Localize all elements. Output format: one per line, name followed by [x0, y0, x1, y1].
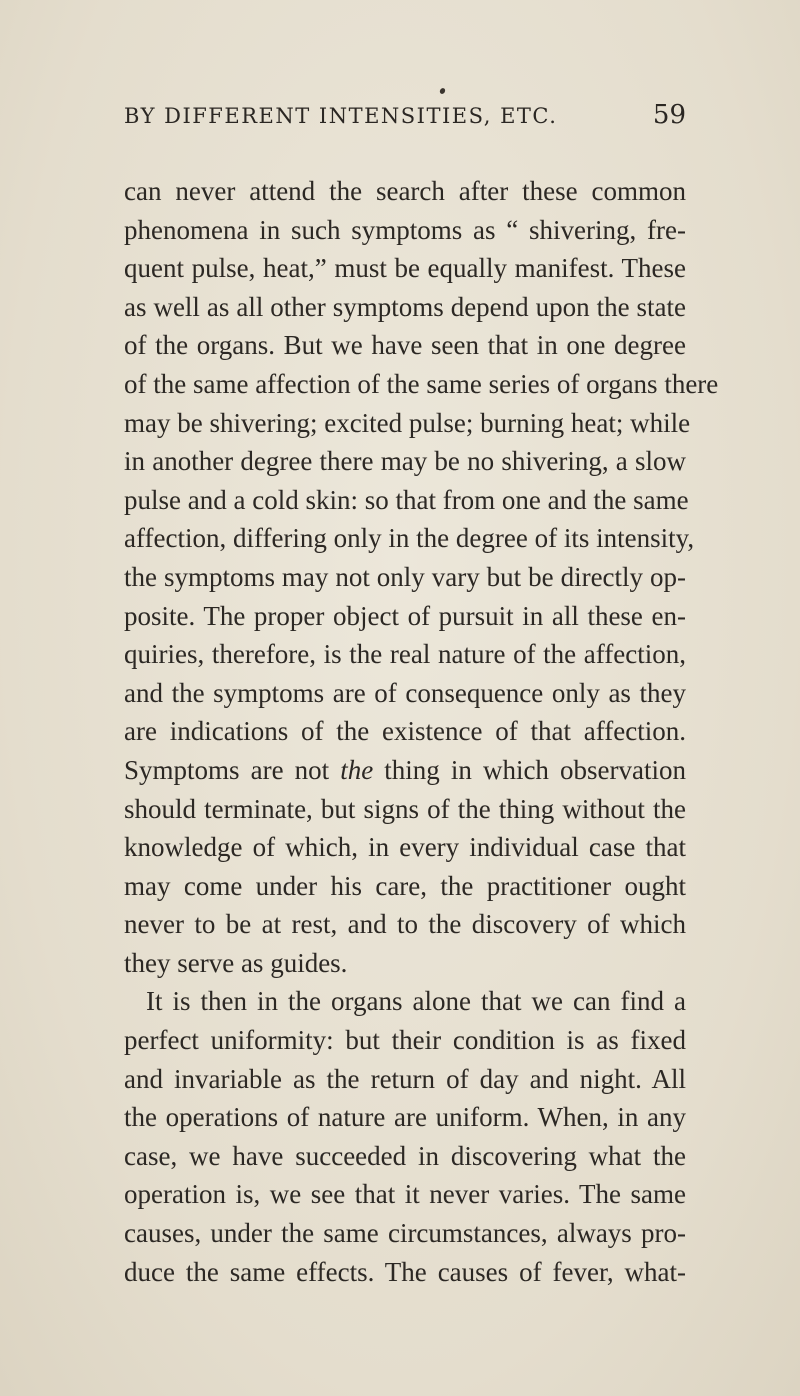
text-line: affection, differing only in the degree of its intensity,: [124, 523, 695, 554]
ink-speck: [439, 87, 446, 95]
text-line: perfect uniformity: but their condition is as fixed: [124, 1025, 686, 1056]
text-line: can never attend the search after these common: [124, 176, 686, 206]
text-line: are indications of the existence of that affection.: [124, 716, 686, 747]
text-line: never to be at rest, and to the discovery of which: [124, 909, 686, 940]
text-segment: Symptoms are not: [124, 754, 341, 785]
body-text: [124, 172, 719, 1291]
text-line: may be shivering; excited pulse; burning heat; while: [124, 407, 691, 438]
running-head-title: BY DIFFERENT INTENSITIES, ETC.: [124, 104, 558, 128]
text-line: operation is, we see that it never varies. The same: [124, 1179, 686, 1210]
text-line: of the organs. But we have seen that in one degree: [124, 330, 686, 361]
text-line: the symptoms may not only vary but be directly op-: [124, 561, 686, 592]
text-line: the operations of nature are uniform. When, in any: [124, 1102, 686, 1133]
text-line: causes, under the same circumstances, always pro-: [124, 1218, 686, 1249]
text-line: as well as all other symptoms depend upon the state: [124, 291, 686, 322]
running-head: [124, 100, 686, 144]
text-line: quent pulse, heat,” must be equally manifest. These: [124, 253, 686, 284]
text-line: duce the same effects. The causes of fever, what-: [124, 1256, 686, 1287]
text-line-emphasis: [124, 751, 686, 790]
text-line: may come under his care, the practitioner ought: [124, 870, 686, 901]
text-line: of the same affection of the same series of organs there: [124, 368, 719, 399]
emphasized-word: the: [340, 754, 374, 785]
text-line: and the symptoms are of consequence only as they: [124, 677, 686, 708]
text-line: quiries, therefore, is the real nature of the affection,: [124, 639, 686, 670]
page-number: 59: [652, 100, 686, 130]
text-line: case, we have succeeded in discovering what the: [124, 1140, 686, 1171]
text-line: should terminate, but signs of the thing without the: [124, 793, 686, 824]
text-line: posite. The proper object of pursuit in all these en-: [124, 600, 686, 631]
paragraph-end-line: they serve as guides.: [124, 947, 348, 978]
text-line: and invariable as the return of day and night. All: [124, 1063, 686, 1094]
text-line: pulse and a cold skin: so that from one and the same: [124, 484, 689, 515]
text-line: phenomena in such symptoms as “ shivering, fre-: [124, 214, 686, 245]
paragraph-start-line: It is then in the organs alone that we can find a: [146, 986, 686, 1017]
text-segment: thing in which observation: [373, 754, 686, 785]
text-line: knowledge of which, in every individual case that: [124, 832, 686, 863]
text-line: in another degree there may be no shivering, a slow: [124, 446, 686, 477]
